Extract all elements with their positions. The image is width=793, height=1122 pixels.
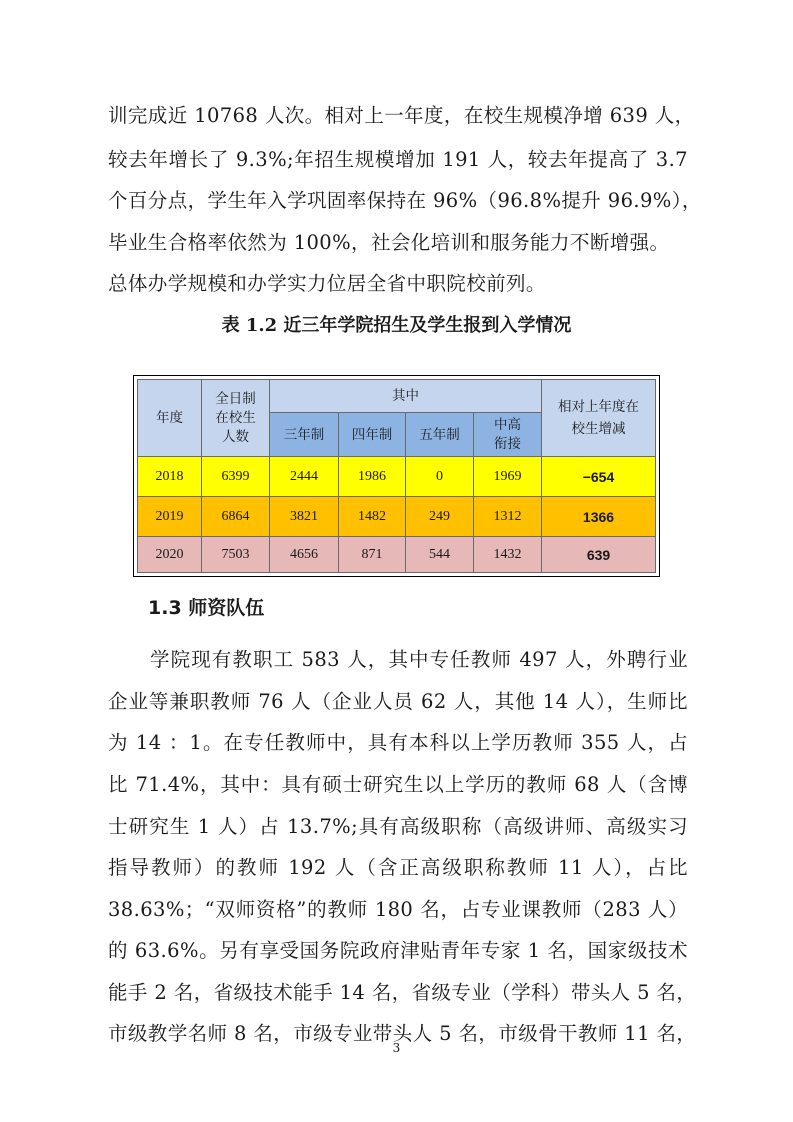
body-line: 比 71.4%，其中：具有硕士研究生以上学历的教师 68 人（含博 xyxy=(108,773,688,796)
table-row xyxy=(138,537,656,573)
body-line: 学院现有教职工 583 人，其中专任教师 497 人，外聘行业 xyxy=(150,648,688,671)
table-row xyxy=(138,457,656,497)
intro-line: 较去年增长了 9.3%;年招生规模增加 191 人，较去年提高了 3.7 xyxy=(108,148,688,171)
body-line: 企业等兼职教师 76 人（企业人员 62 人，其他 14 人），生师比 xyxy=(108,690,688,713)
cell-change: 639 xyxy=(542,537,656,573)
cell-total: 6864 xyxy=(202,497,270,537)
body-line: 士研究生 1 人）占 13.7%;具有高级职称（高级讲师、高级实习 xyxy=(108,815,688,838)
cell-y5: 249 xyxy=(406,497,474,537)
cell-mid: 1969 xyxy=(474,457,542,497)
table-row xyxy=(138,497,656,537)
cell-mid: 1312 xyxy=(474,497,542,537)
cell-y3: 4656 xyxy=(270,537,339,573)
section-title: 1.3 师资队伍 xyxy=(148,597,265,619)
cell-change: 1366 xyxy=(542,497,656,537)
header-y4: 四年制 xyxy=(339,413,406,457)
body-line: 的 63.6%。另有享受国务院政府津贴青年专家 1 名，国家级技术 xyxy=(108,939,688,962)
header-y3: 三年制 xyxy=(270,413,339,457)
header-change: 相对上年度在校生增减 xyxy=(542,380,656,457)
cell-y4: 1482 xyxy=(339,497,406,537)
cell-y4: 1986 xyxy=(339,457,406,497)
cell-change: −654 xyxy=(542,457,656,497)
intro-line: 毕业生合格率依然为 100%，社会化培训和服务能力不断增强。 xyxy=(108,231,670,254)
cell-year: 2019 xyxy=(138,497,202,537)
cell-y4: 871 xyxy=(339,537,406,573)
body-line: 指导教师）的教师 192 人（含正高级职称教师 11 人），占比 xyxy=(108,856,688,879)
body-line: 为 14 ：1。在专任教师中，具有本科以上学历教师 355 人，占 xyxy=(108,731,688,754)
header-year: 年度 xyxy=(138,380,202,457)
cell-year: 2018 xyxy=(138,457,202,497)
cell-y3: 3821 xyxy=(270,497,339,537)
cell-total: 6399 xyxy=(202,457,270,497)
cell-y5: 0 xyxy=(406,457,474,497)
cell-y3: 2444 xyxy=(270,457,339,497)
intro-line: 个百分点，学生年入学巩固率保持在 96%（96.8%提升 96.9%）， xyxy=(108,189,702,212)
body-line: 38.63%；“双师资格”的教师 180 名，占专业课教师（283 人） xyxy=(108,898,688,921)
cell-total: 7503 xyxy=(202,537,270,573)
enrollment-table xyxy=(137,379,656,573)
intro-line: 训完成近 10768 人次。相对上一年度，在校生规模净增 639 人， xyxy=(108,104,695,127)
header-mid: 中高衔接 xyxy=(474,413,542,457)
body-line: 能手 2 名，省级技术能手 14 名，省级专业（学科）带头人 5 名， xyxy=(108,981,697,1004)
header-group: 其中 xyxy=(270,380,542,413)
body-line: 市级教学名师 8 名，市级专业带头人 5 名，市级骨干教师 11 名， xyxy=(108,1022,697,1045)
header-total: 全日制在校生人数 xyxy=(202,380,270,457)
cell-year: 2020 xyxy=(138,537,202,573)
enrollment-table-frame xyxy=(133,375,660,577)
header-y5: 五年制 xyxy=(406,413,474,457)
page-number: 3 xyxy=(392,1041,401,1055)
intro-line: 总体办学规模和办学实力位居全省中职院校前列。 xyxy=(108,272,546,295)
cell-mid: 1432 xyxy=(474,537,542,573)
table-caption: 表 1.2 近三年学院招生及学生报到入学情况 xyxy=(221,315,572,336)
cell-y5: 544 xyxy=(406,537,474,573)
